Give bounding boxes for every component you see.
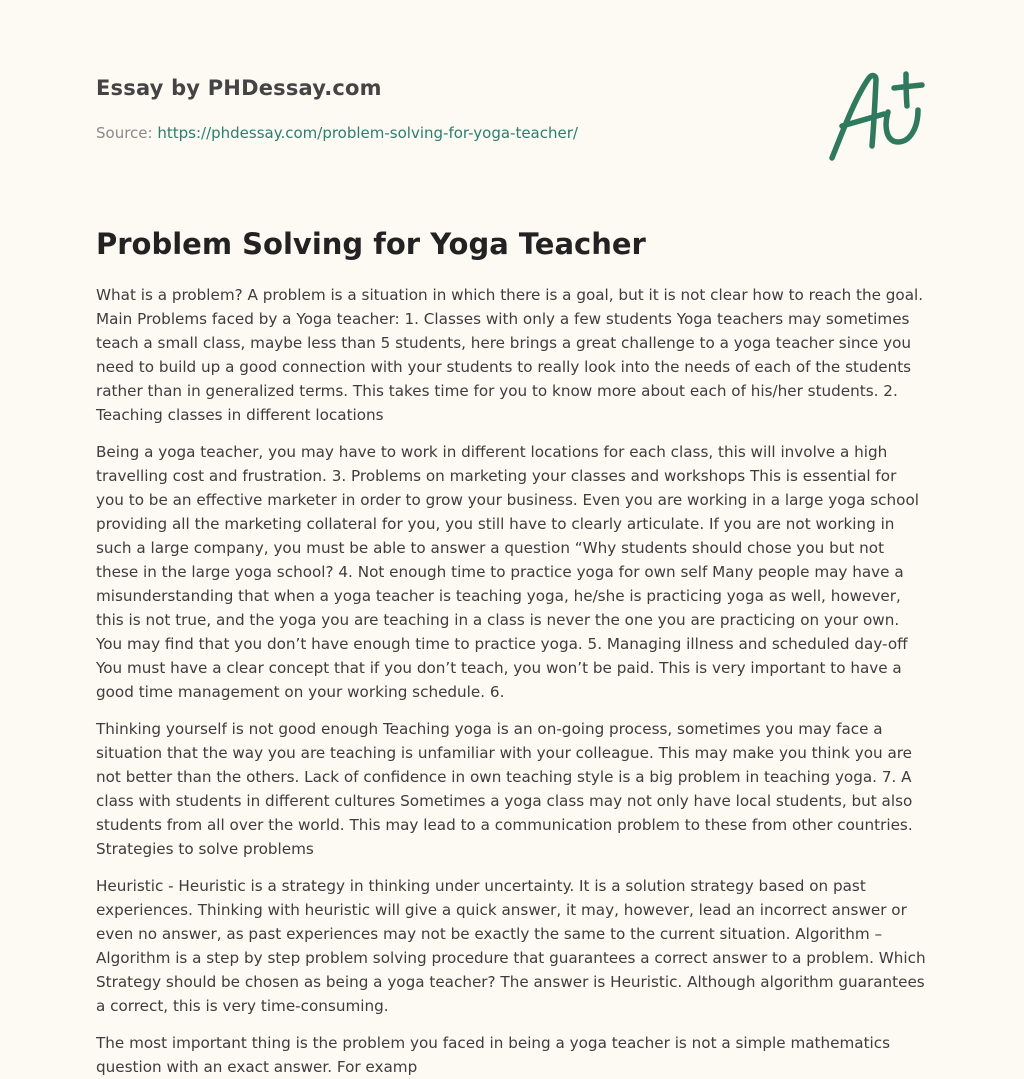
- essay-paragraph-1: What is a problem? A problem is a situation in which there is a goal, but it is not clear how to reach the goal. Main Problems faced by a Yoga teacher: 1. Classes with only a few students Yoga teachers may sometimes teach a small class, maybe less than 5 students, here brings a great challenge to a yoga teacher since you need to build up a good connection with your students to really look into the needs of each of the students rather than in generalized terms. This takes time for you to know more about each of his/her students. 2. Teaching classes in different locations: [96, 286, 924, 424]
- source-line: [96, 124, 578, 142]
- essay-body: [96, 283, 928, 1079]
- a-plus-logo-icon: [822, 66, 932, 166]
- site-name: Essay by PHDessay.com: [96, 76, 382, 100]
- essay-paragraph-4: Heuristic - Heuristic is a strategy in thinking under uncertainty. It is a solution strategy based on past experiences. Thinking with heuristic will give a quick answer, it may, however, lead an incorrect answer or even no answer, as past experiences may not be exactly the same to the current situation. Algorithm – Algorithm is a step by step problem solving procedure that guarantees a correct answer to a problem. Which Strategy should be chosen as being a yoga teacher? The answer is Heuristic. Although algorithm guarantees a correct, this is very time-consuming.: [96, 877, 926, 1015]
- essay-paragraph-5: The most important thing is the problem you faced in being a yoga teacher is not a simple mathematics question with an exact answer. For examp: [96, 1034, 891, 1076]
- source-link[interactable]: https://phdessay.com/problem-solving-for-yoga-teacher/: [157, 124, 578, 142]
- page-header: [96, 0, 928, 200]
- source-label: Source:: [96, 124, 153, 142]
- essay-title: Problem Solving for Yoga Teacher: [96, 227, 646, 261]
- essay-paragraph-3: Thinking yourself is not good enough Teaching yoga is an on-going process, sometimes you may face a situation that the way you are teaching is unfamiliar with your colleague. This may make you think you are not better than the others. Lack of confidence in own teaching style is a big problem in teaching yoga. 7. A class with students in different cultures Sometimes a yoga class may not only have local students, but also students from all over the world. This may lead to a communication problem to these from other countries. Strategies to solve problems: [96, 720, 913, 858]
- essay-paragraph-2: Being a yoga teacher, you may have to work in different locations for each class, this will involve a high travelling cost and frustration. 3. Problems on marketing your classes and workshops This is essential for you to be an effective marketer in order to grow your business. Even you are working in a large yoga school providing all the marketing collateral for you, you still have to clearly articulate. If you are not working in such a large company, you must be able to answer a question “Why students should chose you but not these in the large yoga school? 4. Not enough time to practice yoga for own self Many people may have a misunderstanding that when a yoga teacher is teaching yoga, he/she is practicing yoga as well, however, this is not true, and the yoga you are teaching in a class is never the one you are practicing on your own. You may find that you don’t have enough time to practice yoga. 5. Managing illness and scheduled day-off You must have a clear concept that if you don’t teach, you won’t be paid. This is very important to have a good time management on your working schedule. 6.: [96, 443, 919, 701]
